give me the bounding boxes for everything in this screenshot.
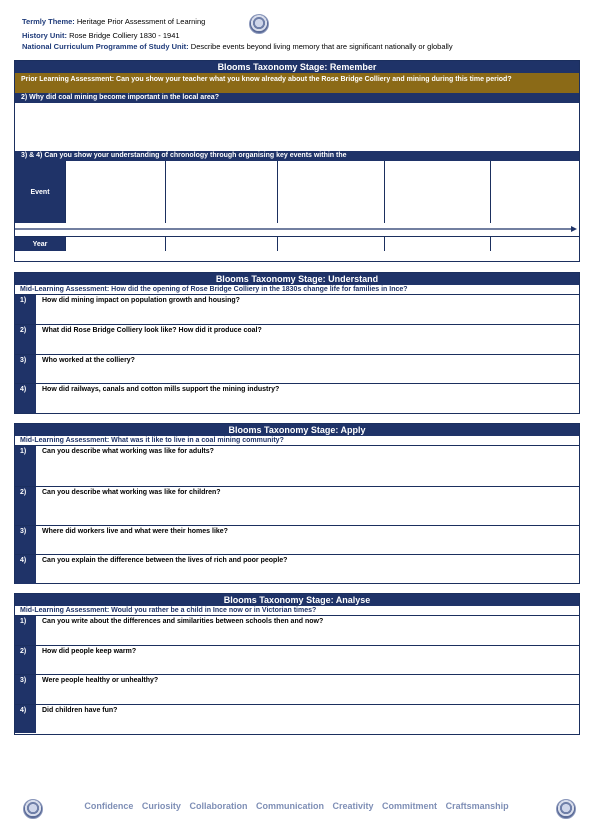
year-cell[interactable] (277, 237, 384, 251)
remember-q2-answer-box[interactable] (15, 103, 579, 151)
footer-value: Creativity (332, 801, 374, 811)
question-number: 4) (15, 555, 36, 584)
question-number: 1) (15, 446, 36, 486)
prior-learning-prompt: Prior Learning Assessment: Can you show your teacher what you know already about the Rose Bridge Colliery and mining during this time period? (15, 73, 579, 93)
unit-value: Rose Bridge Colliery 1830 - 1941 (69, 31, 180, 40)
question-number: 1) (15, 616, 36, 645)
question-text: What did Rose Bridge Colliery look like? How did it produce coal? (42, 327, 262, 334)
year-cell[interactable] (384, 237, 490, 251)
year-cell[interactable] (65, 237, 165, 251)
unit-line (22, 31, 180, 41)
theme-value: Heritage Prior Assessment of Learning (76, 17, 206, 26)
question-number: 3) (15, 526, 36, 554)
understand-title: Blooms Taxonomy Stage: Understand (15, 273, 579, 285)
event-label: Event (15, 161, 65, 223)
year-cell[interactable] (165, 237, 277, 251)
question-row[interactable] (15, 674, 579, 704)
analyse-title: Blooms Taxonomy Stage: Analyse (15, 594, 579, 606)
question-row[interactable] (15, 554, 579, 584)
question-row[interactable] (15, 486, 579, 525)
question-number: 2) (15, 646, 36, 674)
curriculum-label: National Curriculum Programme of Study Unit: (22, 42, 189, 51)
question-text: Were people healthy or unhealthy? (42, 677, 159, 684)
question-row[interactable] (15, 383, 579, 413)
question-text: How did people keep warm? (42, 648, 137, 655)
question-text: How did mining impact on population growth and housing? (42, 297, 240, 304)
question-row[interactable] (15, 704, 579, 733)
question-text: Who worked at the colliery? (42, 357, 135, 364)
event-cell[interactable] (65, 161, 165, 223)
question-number: 2) (15, 487, 36, 525)
footer-value: Confidence (84, 801, 134, 811)
question-row[interactable] (15, 615, 579, 645)
question-row[interactable] (15, 445, 579, 486)
apply-section (14, 423, 580, 584)
question-text: Can you explain the difference between the lives of rich and poor people? (42, 557, 288, 564)
remember-title: Blooms Taxonomy Stage: Remember (15, 61, 579, 73)
event-cell[interactable] (384, 161, 490, 223)
footer-value: Craftsmanship (445, 801, 509, 811)
remember-q2-label: 2) Why did coal mining become important in the local area? (15, 93, 579, 103)
timeline (15, 223, 579, 236)
footer-value: Communication (255, 801, 324, 811)
footer-value: Curiosity (141, 801, 181, 811)
year-label: Year (15, 237, 65, 251)
understand-subtitle: Mid-Learning Assessment: How did the opening of Rose Bridge Colliery in the 1830s change life for families in Ince? (20, 286, 408, 293)
remember-section (14, 60, 580, 262)
question-text: Can you describe what working was like for children? (42, 489, 221, 496)
question-text: Where did workers live and what were their homes like? (42, 528, 228, 535)
event-cell[interactable] (165, 161, 277, 223)
question-number: 4) (15, 384, 36, 413)
question-row[interactable] (15, 525, 579, 554)
event-cell[interactable] (277, 161, 384, 223)
analyse-subtitle: Mid-Learning Assessment: Would you rather be a child in Ince now or in Victorian times? (20, 607, 317, 614)
question-number: 1) (15, 295, 36, 324)
apply-subtitle: Mid-Learning Assessment: What was it like to live in a coal mining community? (20, 437, 284, 444)
timeline-arrow-icon (15, 223, 579, 236)
question-text: Can you write about the differences and similarities between schools then and now? (42, 618, 324, 625)
remember-q34-label: 3) & 4) Can you show your understanding of chronology through organising key events within the (15, 151, 579, 161)
event-cell[interactable] (490, 161, 579, 223)
understand-section (14, 272, 580, 414)
analyse-section (14, 593, 580, 735)
curriculum-line (22, 42, 453, 52)
footer-value: Collaboration (189, 801, 248, 811)
apply-title: Blooms Taxonomy Stage: Apply (15, 424, 579, 436)
question-row[interactable] (15, 324, 579, 354)
question-number: 3) (15, 675, 36, 704)
question-row[interactable] (15, 645, 579, 674)
event-row (15, 161, 579, 223)
school-values-footer (0, 801, 593, 811)
question-number: 4) (15, 705, 36, 733)
question-number: 2) (15, 325, 36, 354)
theme-line (22, 17, 205, 27)
question-number: 3) (15, 355, 36, 383)
theme-label: Termly Theme: (22, 17, 75, 26)
year-row (15, 236, 579, 251)
year-cell[interactable] (490, 237, 579, 251)
footer-value: Commitment (382, 801, 438, 811)
question-row[interactable] (15, 294, 579, 324)
question-row[interactable] (15, 354, 579, 383)
question-text: Can you describe what working was like for adults? (42, 448, 214, 455)
question-text: How did railways, canals and cotton mills support the mining industry? (42, 386, 280, 393)
school-crest-icon (249, 14, 269, 34)
curriculum-value: Describe events beyond living memory that are significant nationally or globally (190, 42, 453, 51)
unit-label: History Unit: (22, 31, 67, 40)
question-text: Did children have fun? (42, 707, 118, 714)
